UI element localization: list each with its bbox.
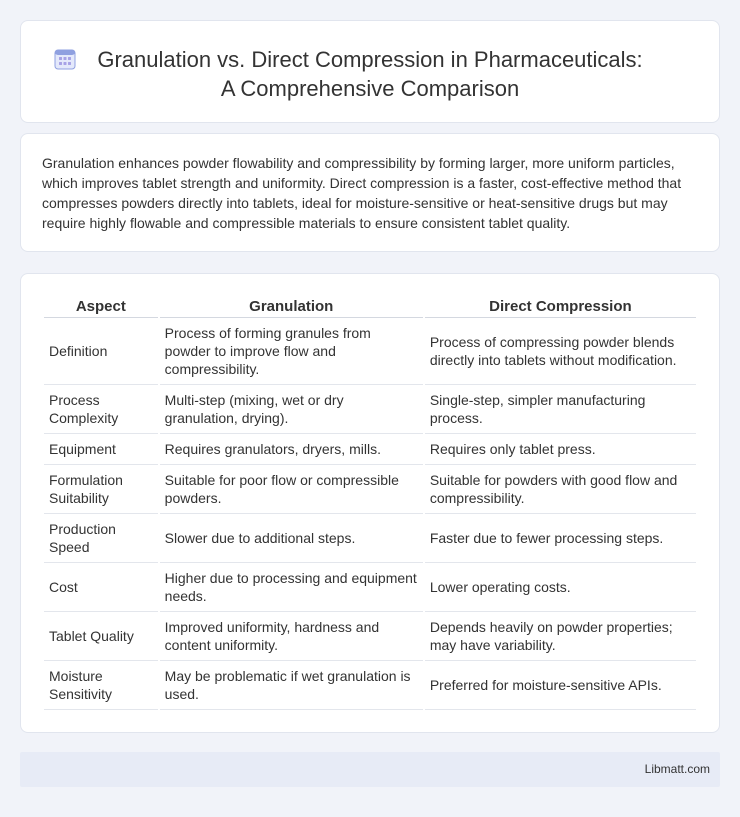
row-direct-compression: Lower operating costs. (425, 563, 696, 612)
table-row (44, 385, 696, 434)
table-row (44, 465, 696, 514)
title-card (20, 20, 720, 123)
row-aspect: Moisture Sensitivity (44, 661, 158, 710)
table-row (44, 318, 696, 385)
row-direct-compression: Faster due to fewer processing steps. (425, 514, 696, 563)
table-row (44, 661, 696, 710)
row-granulation: Improved uniformity, hardness and content uniformity. (160, 612, 423, 661)
table-row (44, 514, 696, 563)
row-direct-compression: Process of compressing powder blends directly into tablets without modification. (425, 318, 696, 385)
row-granulation: Multi-step (mixing, wet or dry granulation, drying). (160, 385, 423, 434)
footer (20, 752, 720, 787)
row-aspect: Tablet Quality (44, 612, 158, 661)
row-granulation: Higher due to processing and equipment needs. (160, 563, 423, 612)
row-granulation: Process of forming granules from powder to improve flow and compressibility. (160, 318, 423, 385)
row-aspect: Process Complexity (44, 385, 158, 434)
page-title-line-1: Granulation vs. Direct Compression in Pharmaceuticals: (97, 47, 643, 72)
row-granulation: Slower due to additional steps. (160, 514, 423, 563)
header-aspect: Aspect (44, 296, 158, 318)
comparison-table (42, 296, 698, 710)
summary-text: Granulation enhances powder flowability and compressibility by forming larger, more uniform particles, which improves tablet strength and uniformity. Direct compression is a faster, cost-effective method that compresses powders directly into tablets, ideal for moisture-sensitive or heat-sensitive drugs but may require highly flowable and compressible materials to ensure consistent tablet quality. (42, 155, 682, 231)
header-direct-compression: Direct Compression (425, 296, 696, 318)
table-row (44, 434, 696, 465)
page-title-line-2: A Comprehensive Comparison (220, 76, 520, 101)
table-row (44, 612, 696, 661)
row-direct-compression: Preferred for moisture-sensitive APIs. (425, 661, 696, 710)
row-direct-compression: Suitable for powders with good flow and compressibility. (425, 465, 696, 514)
footer-site-link[interactable]: Libmatt.com (644, 762, 710, 776)
row-granulation: Suitable for poor flow or compressible powders. (160, 465, 423, 514)
row-aspect: Formulation Suitability (44, 465, 158, 514)
summary-card (20, 133, 720, 252)
table-header-row (44, 296, 696, 318)
row-direct-compression: Single-step, simpler manufacturing process. (425, 385, 696, 434)
comparison-table-card (20, 273, 720, 733)
row-aspect: Cost (44, 563, 158, 612)
row-granulation: May be problematic if wet granulation is used. (160, 661, 423, 710)
row-aspect: Definition (44, 318, 158, 385)
page-title (21, 45, 719, 103)
row-direct-compression: Requires only tablet press. (425, 434, 696, 465)
header-granulation: Granulation (160, 296, 423, 318)
table-row (44, 563, 696, 612)
row-aspect: Production Speed (44, 514, 158, 563)
row-granulation: Requires granulators, dryers, mills. (160, 434, 423, 465)
row-direct-compression: Depends heavily on powder properties; may have variability. (425, 612, 696, 661)
row-aspect: Equipment (44, 434, 158, 465)
